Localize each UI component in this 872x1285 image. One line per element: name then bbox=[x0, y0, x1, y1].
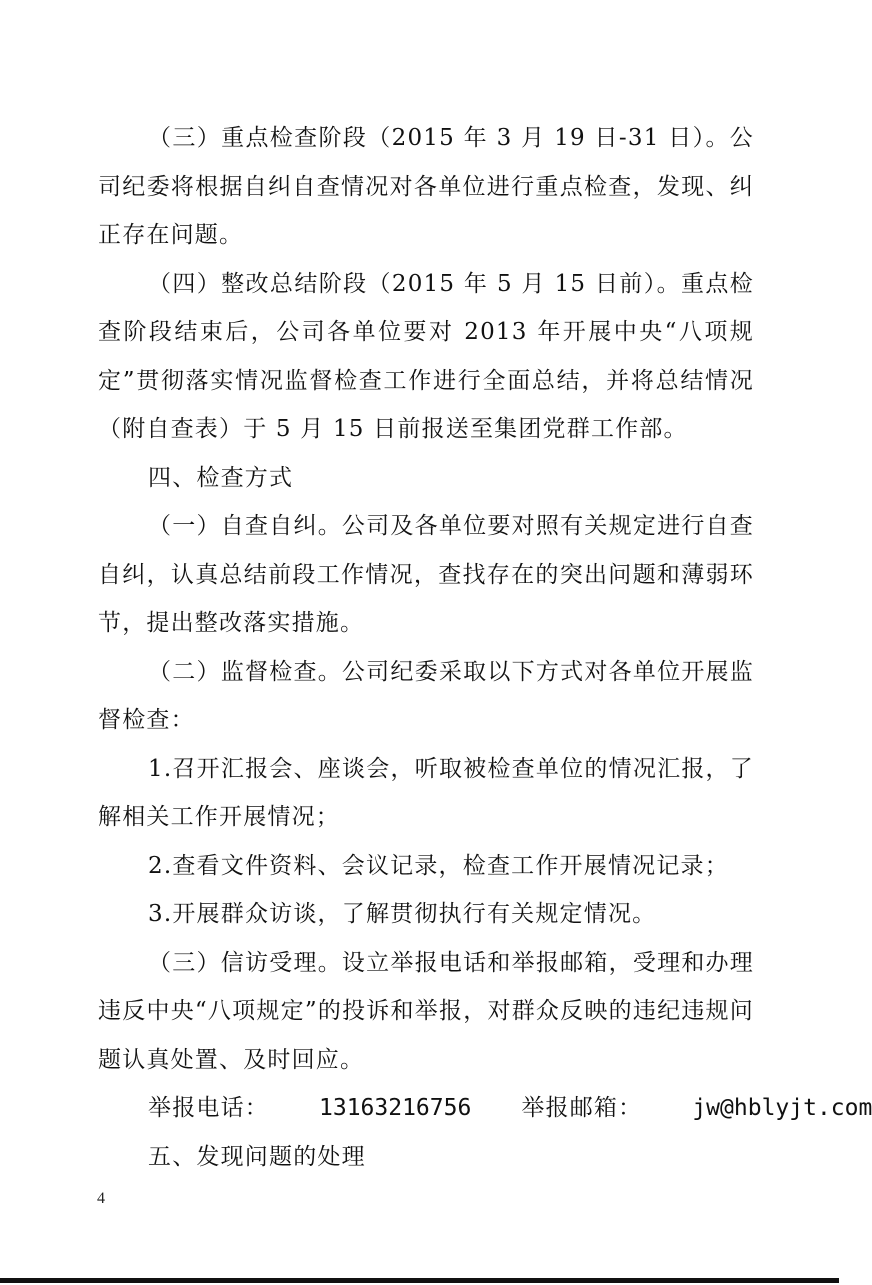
paragraph-petition-handling: （三）信访受理。设立举报电话和举报邮箱，受理和办理违反中央“八项规定”的投诉和举报，对群众反映的违纪违规问题认真处置、及时回应。 bbox=[98, 949, 754, 1073]
bottom-page-border bbox=[0, 1278, 839, 1283]
section-heading-problem-handling: 五、发现问题的处理 bbox=[148, 1143, 366, 1170]
report-phone-label: 举报电话： bbox=[148, 1095, 269, 1121]
paragraph-key-inspection-stage: （三）重点检查阶段（2015 年 3 月 19 日-31 日）。公司纪委将根据自纠自查情况对各单位进行重点检查，发现、纠正存在问题。 bbox=[98, 125, 754, 248]
list-item-documents: 2.查看文件资料、会议记录，检查工作开展情况记录； bbox=[148, 852, 729, 879]
section-heading-inspection-methods: 四、检查方式 bbox=[148, 464, 294, 491]
report-email-address: jw@hblyjt.com bbox=[692, 1095, 872, 1121]
report-email-label: 举报邮箱： bbox=[521, 1095, 643, 1121]
report-phone-number: 13163216756 bbox=[319, 1095, 472, 1121]
report-contact-line bbox=[98, 1084, 872, 1133]
paragraph-self-inspection: （一）自查自纠。公司及各单位要对照有关规定进行自查自纠，认真总结前段工作情况，查找存在的突出问题和薄弱环节，提出整改落实措施。 bbox=[98, 513, 754, 636]
list-item-meetings: 1.召开汇报会、座谈会，听取被检查单位的情况汇报，了解相关工作开展情况； bbox=[98, 755, 754, 830]
document-body bbox=[98, 114, 872, 1181]
list-item-interviews: 3.开展群众访谈，了解贯彻执行有关规定情况。 bbox=[148, 901, 657, 927]
page-number: 4 bbox=[97, 1190, 105, 1207]
paragraph-rectification-summary-stage: （四）整改总结阶段（2015 年 5 月 15 日前）。重点检查阶段结束后，公司各单位要对 2013 年开展中央“八项规定”贯彻落实情况监督检查工作进行全面总结，并将总结情况（附自查表）于 5 月 15 日前报送至集团党群工作部。 bbox=[98, 270, 754, 442]
paragraph-supervision-inspection: （二）监督检查。公司纪委采取以下方式对各单位开展监督检查： bbox=[98, 658, 754, 733]
